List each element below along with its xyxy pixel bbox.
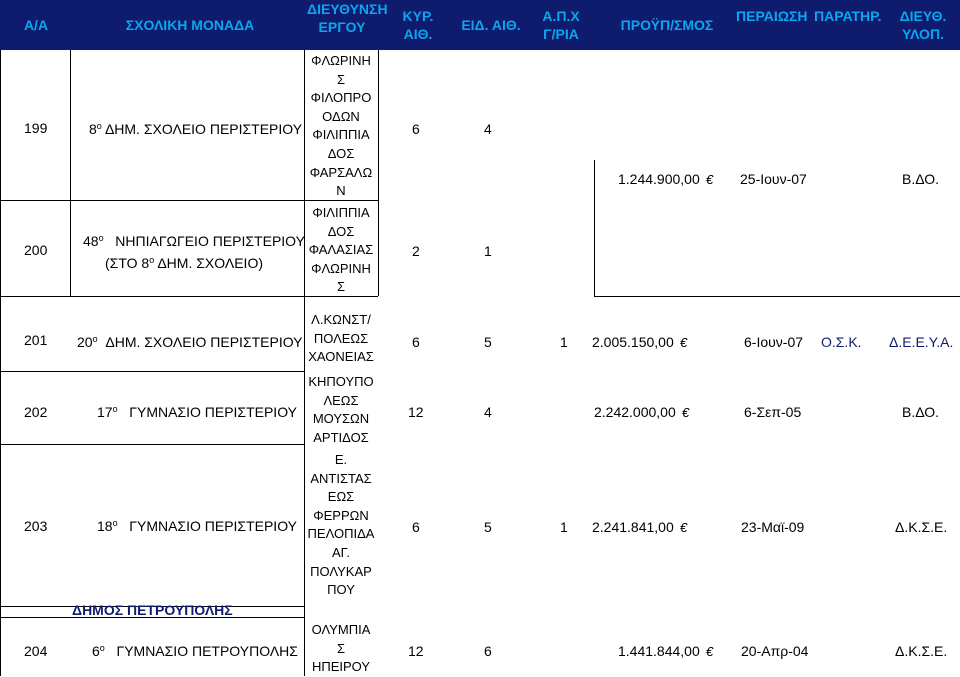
row-eid: 5 <box>484 519 492 535</box>
row-budget: 1.244.900,00 € <box>618 169 713 190</box>
row-apx: 1 <box>560 334 568 350</box>
grid-line <box>378 50 379 296</box>
row-aa: 199 <box>24 120 48 136</box>
row-aa: 201 <box>24 332 48 348</box>
row-aa: 203 <box>24 518 48 534</box>
row-kyr: 12 <box>408 643 424 659</box>
row-dieyth: Β.ΔΟ. <box>902 404 940 420</box>
header-dieyth: ΔΙΕΥΘ. ΥΛΟΠ. <box>899 8 947 42</box>
row-school: $8^o$ ΔΗΜ. ΣΧΟΛΕΙΟ ΠΕΡΙΣΤΕΡΙΟΥ <box>89 121 303 137</box>
row-dieyth: Δ.Κ.Σ.Ε. <box>895 519 948 535</box>
row-budget: 2.242.000,00 € <box>594 402 689 423</box>
row-budget: 2.005.150,00 € <box>592 332 687 353</box>
row-directorate: ΦΙΛΙΠΠΙΑ ΔΟΣ ΦΑΛΑΣΙΑΣ ΦΛΩΡΙΝΗ Σ <box>308 205 374 295</box>
grid-line <box>0 444 304 445</box>
header-budget: ΠΡΟΫΠ/ΣΜΟΣ <box>620 17 714 33</box>
header-kyr: ΚΥΡ. ΑΙΘ. <box>402 8 434 42</box>
row-obs: Ο.Σ.Κ. <box>821 334 862 350</box>
row-apx: 1 <box>560 519 568 535</box>
row-dieyth: Δ.Κ.Σ.Ε. <box>895 643 948 659</box>
header-completion: ΠΕΡΑΙΩΣΗ <box>736 8 808 24</box>
row-aa: 204 <box>24 643 48 659</box>
row-school: $18^o$ ΓΥΜΝΑΣΙΟ ΠΕΡΙΣΤΕΡΙΟΥ <box>97 518 297 534</box>
row-kyr: 12 <box>408 404 424 420</box>
header-school: ΣΧΟΛΙΚΗ ΜΟΝΑΔΑ <box>125 17 255 33</box>
row-eid: 6 <box>484 643 492 659</box>
row-kyr: 2 <box>412 243 420 259</box>
row-dieyth: Β.ΔΟ. <box>902 171 940 187</box>
row-budget: 2.241.841,00 € <box>592 517 687 538</box>
section-heading: ΔΗΜΟΣ ΠΕΤΡΟΥΠΟΛΗΣ <box>72 602 233 618</box>
grid-line <box>594 296 960 297</box>
header-apx: Α.Π.Χ Γ/ΡΙΑ <box>542 8 580 42</box>
euro-icon: € <box>704 644 715 659</box>
euro-icon: € <box>680 405 691 420</box>
header-eid: ΕΙΔ. ΑΙΘ. <box>461 17 521 33</box>
row-kyr: 6 <box>412 519 420 535</box>
row-directorate: Ε. ΑΝΤΙΣΤΑΣ ΕΩΣ ΦΕΡΡΩΝ ΠΕΛΟΠΙΔΑ ΑΓ. ΠΟΛΥΚΑΡ ΠΟΥ <box>307 452 375 598</box>
header-directorate: ΔΙΕΥΘΥΝΣΗ ΕΡΓΟΥ <box>307 1 388 35</box>
grid-line <box>594 160 595 296</box>
row-school: $20^o$ ΔΗΜ. ΣΧΟΛΕΙΟ ΠΕΡΙΣΤΕΡΙΟΥ <box>77 334 303 350</box>
row-aa: 202 <box>24 404 48 420</box>
row-directorate: ΟΛΥΜΠΙΑ Σ ΗΠΕΙΡΟΥ <box>311 622 371 675</box>
row-kyr: 6 <box>412 334 420 350</box>
euro-icon: € <box>678 520 689 535</box>
row-date: 20-Απρ-04 <box>741 643 809 659</box>
row-date: 25-Ιουν-07 <box>740 171 807 187</box>
row-date: 23-Μαϊ-09 <box>741 519 805 535</box>
row-aa: 200 <box>24 242 48 258</box>
row-eid: 4 <box>484 121 492 137</box>
row-school: $48^o$ ΝΗΠΙΑΓΩΓΕΙΟ ΠΕΡΙΣΤΕΡΙΟΥ <box>83 233 305 249</box>
euro-icon: € <box>704 172 715 187</box>
row-date: 6-Σεπ-05 <box>744 404 802 420</box>
row-date: 6-Ιουν-07 <box>744 334 804 350</box>
header-delivery: ΠΑΡΑΤΗΡ. <box>814 8 882 24</box>
grid-line <box>70 50 71 296</box>
row-kyr: 6 <box>412 121 420 137</box>
grid-line <box>0 50 1 676</box>
row-school: $6^o$ ΓΥΜΝΑΣΙΟ ΠΕΤΡΟΥΠΟΛΗΣ <box>92 643 298 659</box>
header-aa: Α/Α <box>23 17 49 33</box>
row-directorate: Λ.ΚΩΝΣΤ/ ΠΟΛΕΩΣ ΧΑΟΝΕΙΑΣ <box>308 312 374 365</box>
row-eid: 4 <box>484 404 492 420</box>
row-eid: 1 <box>484 243 492 259</box>
row-school-note: (ΣΤΟ $8^o$ ΔΗΜ. ΣΧΟΛΕΙΟ) <box>105 255 263 271</box>
row-directorate: ΚΗΠΟΥΠΟ ΛΕΩΣ ΜΟΥΣΩΝ ΑΡΤΙΔΟΣ <box>308 374 374 445</box>
row-budget: 1.441.844,00 € <box>618 641 713 662</box>
row-eid: 5 <box>484 334 492 350</box>
row-directorate: ΦΛΩΡΙΝΗ Σ ΦΙΛΟΠΡΟ ΟΔΩΝ ΦΙΛΙΠΠΙΑ ΔΟΣ ΦΑΡΣΑΛΩ Ν <box>309 53 373 199</box>
row-dieyth: Δ.Ε.Ε.Υ.Α. <box>889 334 954 350</box>
euro-icon: € <box>678 335 689 350</box>
row-school: $17^o$ ΓΥΜΝΑΣΙΟ ΠΕΡΙΣΤΕΡΙΟΥ <box>97 404 297 420</box>
grid-line <box>0 371 304 372</box>
